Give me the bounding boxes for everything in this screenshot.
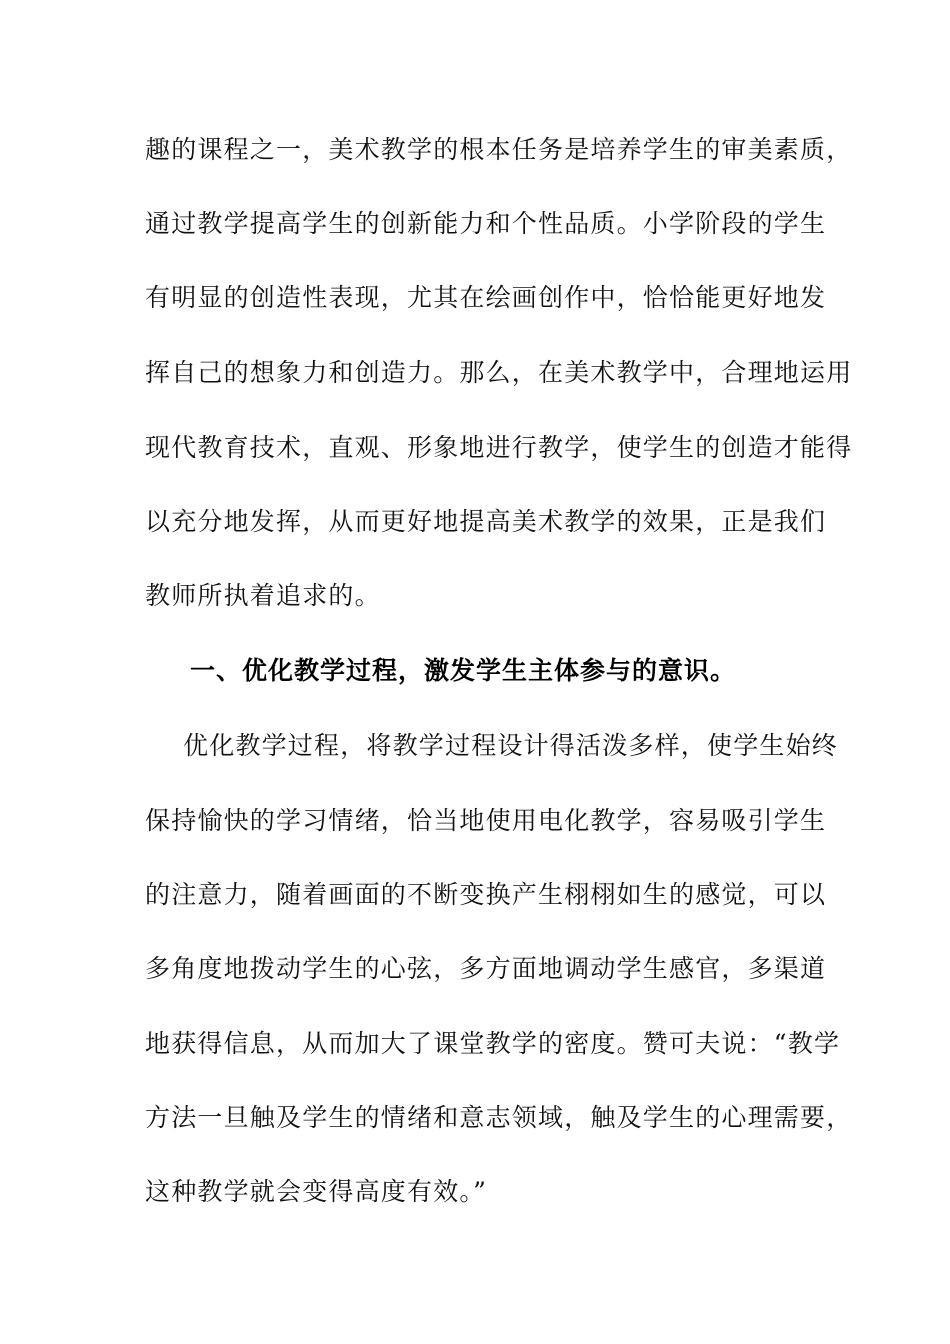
paragraph-line: 优化教学过程，将教学过程设计得活泼多样，使学生始终 (183, 731, 839, 760)
section-heading: 一、优化教学过程，激发学生主体参与的意识。 (190, 656, 737, 685)
paragraph-line: 挥自己的想象力和创造力。那么，在美术教学中，合理地运用 (145, 358, 853, 387)
paragraph-line: 现代教育技术，直观、形象地进行教学，使学生的创造才能得 (145, 433, 853, 462)
paragraph-line: 方法一旦触及学生的情绪和意志领域，触及学生的心理需要， (145, 1103, 853, 1132)
paragraph-line: 的注意力，随着画面的不断变换产生栩栩如生的感觉，可以 (145, 880, 827, 909)
paragraph-line: 以充分地发挥，从而更好地提高美术教学的效果，正是我们 (145, 507, 827, 536)
paragraph-line: 通过教学提高学生的创新能力和个性品质。小学阶段的学生 (145, 209, 827, 238)
paragraph-line: 教师所执着追求的。 (145, 581, 381, 610)
paragraph-line: 保持愉快的学习情绪，恰当地使用电化教学，容易吸引学生 (145, 806, 827, 835)
paragraph-line: 趣的课程之一，美术教学的根本任务是培养学生的审美素质， (145, 135, 853, 164)
paragraph-line: 多角度地拨动学生的心弦，多方面地调动学生感官，多渠道 (145, 954, 827, 983)
paragraph-line: 这种教学就会变得高度有效。” (145, 1177, 488, 1206)
paragraph-line: 有明显的创造性表现，尤其在绘画创作中，恰恰能更好地发 (145, 283, 827, 312)
paragraph-line: 地获得信息，从而加大了课堂教学的密度。赞可夫说：“教学 (145, 1029, 841, 1058)
